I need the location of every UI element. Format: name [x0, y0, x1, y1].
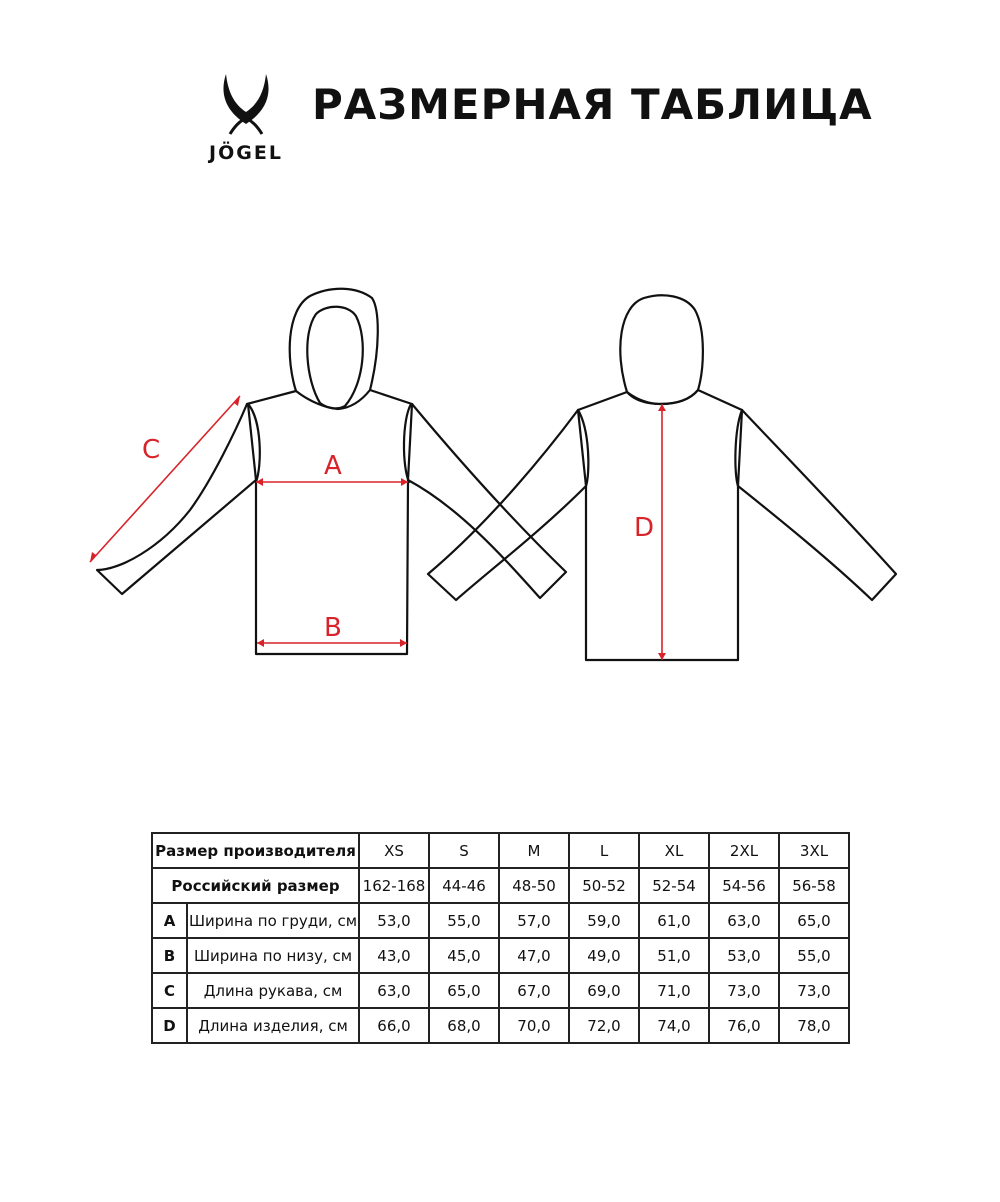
row-letter: C [152, 973, 187, 1008]
table-cell: 63,0 [359, 973, 429, 1008]
table-cell: 76,0 [709, 1008, 779, 1043]
table-cell: 57,0 [499, 903, 569, 938]
table-cell: 49,0 [569, 938, 639, 973]
page-title: РАЗМЕРНАЯ ТАБЛИЦА [312, 80, 873, 129]
size-table [151, 832, 850, 1044]
label-d: D [634, 513, 655, 543]
manufacturer-size-cell: S [429, 833, 499, 868]
front-right-sleeve [408, 404, 566, 598]
russian-size-cell: 50-52 [569, 868, 639, 903]
logo-text: JÖGEL [209, 142, 283, 164]
russian-size-cell: 56-58 [779, 868, 849, 903]
russian-size-cell: 54-56 [709, 868, 779, 903]
row-label: Ширина по груди, см [187, 903, 359, 938]
logo-emblem-icon [190, 68, 300, 138]
table-cell: 55,0 [429, 903, 499, 938]
garment-diagram [0, 270, 1000, 680]
row-letter: A [152, 903, 187, 938]
table-row-d [152, 1008, 849, 1043]
table-cell: 59,0 [569, 903, 639, 938]
table-cell: 65,0 [779, 903, 849, 938]
table-row-c [152, 973, 849, 1008]
table-cell: 66,0 [359, 1008, 429, 1043]
manufacturer-size-label: Размер производителя [152, 833, 359, 868]
table-row-russian-size [152, 868, 849, 903]
table-cell: 78,0 [779, 1008, 849, 1043]
table-cell: 63,0 [709, 903, 779, 938]
table-cell: 61,0 [639, 903, 709, 938]
brand-logo [190, 68, 300, 168]
manufacturer-size-cell: L [569, 833, 639, 868]
russian-size-label: Российский размер [152, 868, 359, 903]
russian-size-cell: 162-168 [359, 868, 429, 903]
table-cell: 73,0 [709, 973, 779, 1008]
table-cell: 53,0 [709, 938, 779, 973]
back-right-sleeve [738, 410, 896, 600]
front-left-sleeve [97, 404, 256, 594]
table-cell: 45,0 [429, 938, 499, 973]
back-body-outline [578, 390, 742, 660]
table-cell: 51,0 [639, 938, 709, 973]
label-b: B [324, 613, 342, 643]
manufacturer-size-cell: M [499, 833, 569, 868]
back-hood-outline [620, 295, 703, 404]
back-left-sleeve [428, 410, 586, 600]
table-cell: 72,0 [569, 1008, 639, 1043]
russian-size-cell: 44-46 [429, 868, 499, 903]
header [0, 0, 1000, 200]
table-cell: 53,0 [359, 903, 429, 938]
table-cell: 74,0 [639, 1008, 709, 1043]
manufacturer-size-cell: 3XL [779, 833, 849, 868]
row-label: Длина изделия, см [187, 1008, 359, 1043]
row-letter: B [152, 938, 187, 973]
table-row-a [152, 903, 849, 938]
russian-size-cell: 52-54 [639, 868, 709, 903]
table-cell: 71,0 [639, 973, 709, 1008]
label-c: C [142, 435, 161, 465]
front-hood-outline [290, 289, 378, 391]
front-hood-opening [307, 307, 363, 409]
table-row-b [152, 938, 849, 973]
table-cell: 70,0 [499, 1008, 569, 1043]
manufacturer-size-cell: 2XL [709, 833, 779, 868]
manufacturer-size-cell: XS [359, 833, 429, 868]
row-label: Длина рукава, см [187, 973, 359, 1008]
manufacturer-size-cell: XL [639, 833, 709, 868]
table-cell: 69,0 [569, 973, 639, 1008]
label-a: A [324, 451, 342, 481]
table-cell: 55,0 [779, 938, 849, 973]
russian-size-cell: 48-50 [499, 868, 569, 903]
table-cell: 43,0 [359, 938, 429, 973]
table-cell: 68,0 [429, 1008, 499, 1043]
row-label: Ширина по низу, см [187, 938, 359, 973]
table-cell: 65,0 [429, 973, 499, 1008]
table-cell: 73,0 [779, 973, 849, 1008]
table-cell: 67,0 [499, 973, 569, 1008]
table-row-manufacturer-size [152, 833, 849, 868]
row-letter: D [152, 1008, 187, 1043]
table-cell: 47,0 [499, 938, 569, 973]
